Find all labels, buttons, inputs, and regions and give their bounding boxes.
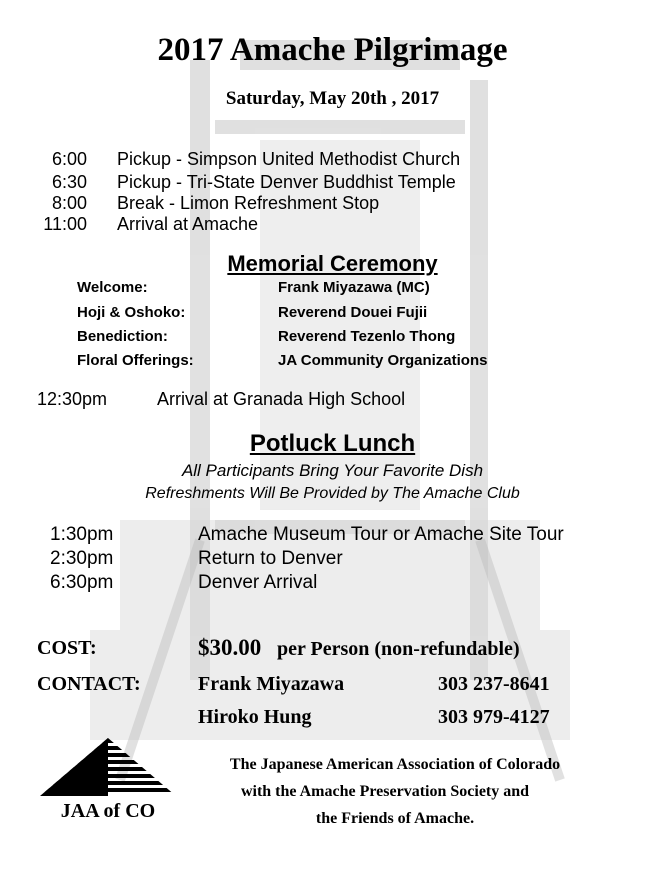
footer-line: The Japanese American Association of Colorado	[229, 756, 561, 773]
event-date: Saturday, May 20th , 2017	[225, 88, 440, 109]
contact-label: CONTACT:	[37, 673, 141, 695]
lunch-line: All Participants Bring Your Favorite Dish	[181, 461, 484, 480]
schedule-time: 2:30pm	[50, 548, 114, 569]
logo-text: JAA of CO	[60, 800, 156, 822]
cost-note: per Person (non-refundable)	[277, 638, 520, 660]
schedule-event: Arrival at Amache	[117, 214, 259, 234]
cost-label: COST:	[37, 637, 97, 659]
contact-name: Hiroko Hung	[198, 706, 312, 728]
schedule-time: 8:00	[51, 193, 87, 213]
page-title: 2017 Amache Pilgrimage	[157, 32, 508, 68]
schedule-event: Pickup - Tri-State Denver Buddhist Temple	[117, 172, 456, 192]
schedule-time: 6:30	[51, 172, 87, 192]
lunch-heading: Potluck Lunch	[249, 430, 416, 457]
ceremony-label: Benediction:	[77, 328, 168, 345]
jaa-logo	[38, 734, 178, 824]
pyramid-logo-icon	[38, 734, 178, 800]
footer-line: the Friends of Amache.	[315, 810, 475, 827]
schedule-time: 1:30pm	[50, 524, 114, 545]
schedule-event: Return to Denver	[198, 548, 343, 569]
footer-line: with the Amache Preservation Society and	[240, 783, 530, 800]
midday-event: Arrival at Granada High School	[157, 389, 406, 409]
schedule-time: 6:30pm	[50, 572, 114, 593]
schedule-time: 6:00	[51, 149, 87, 169]
ceremony-label: Welcome:	[77, 279, 148, 296]
ceremony-value: Reverend Tezenlo Thong	[278, 328, 456, 345]
ceremony-label: Hoji & Oshoko:	[77, 304, 186, 321]
ceremony-value: JA Community Organizations	[278, 352, 488, 369]
midday-time: 12:30pm	[37, 389, 108, 409]
ceremony-value: Frank Miyazawa (MC)	[278, 279, 430, 296]
ceremony-label: Floral Offerings:	[77, 352, 194, 369]
lunch-line: Refreshments Will Be Provided by The Amache Club	[145, 485, 520, 502]
ceremony-heading: Memorial Ceremony	[227, 251, 438, 276]
schedule-event: Amache Museum Tour or Amache Site Tour	[198, 524, 564, 545]
ceremony-value: Reverend Douei Fujii	[278, 304, 428, 321]
cost-amount: $30.00	[198, 635, 262, 660]
contact-phone: 303 237-8641	[438, 673, 550, 695]
schedule-event: Pickup - Simpson United Methodist Church	[117, 149, 461, 169]
contact-name: Frank Miyazawa	[198, 673, 345, 695]
schedule-event: Denver Arrival	[198, 572, 318, 593]
schedule-time: 11:00	[43, 214, 87, 234]
schedule-event: Break - Limon Refreshment Stop	[117, 193, 380, 213]
contact-phone: 303 979-4127	[438, 706, 550, 728]
